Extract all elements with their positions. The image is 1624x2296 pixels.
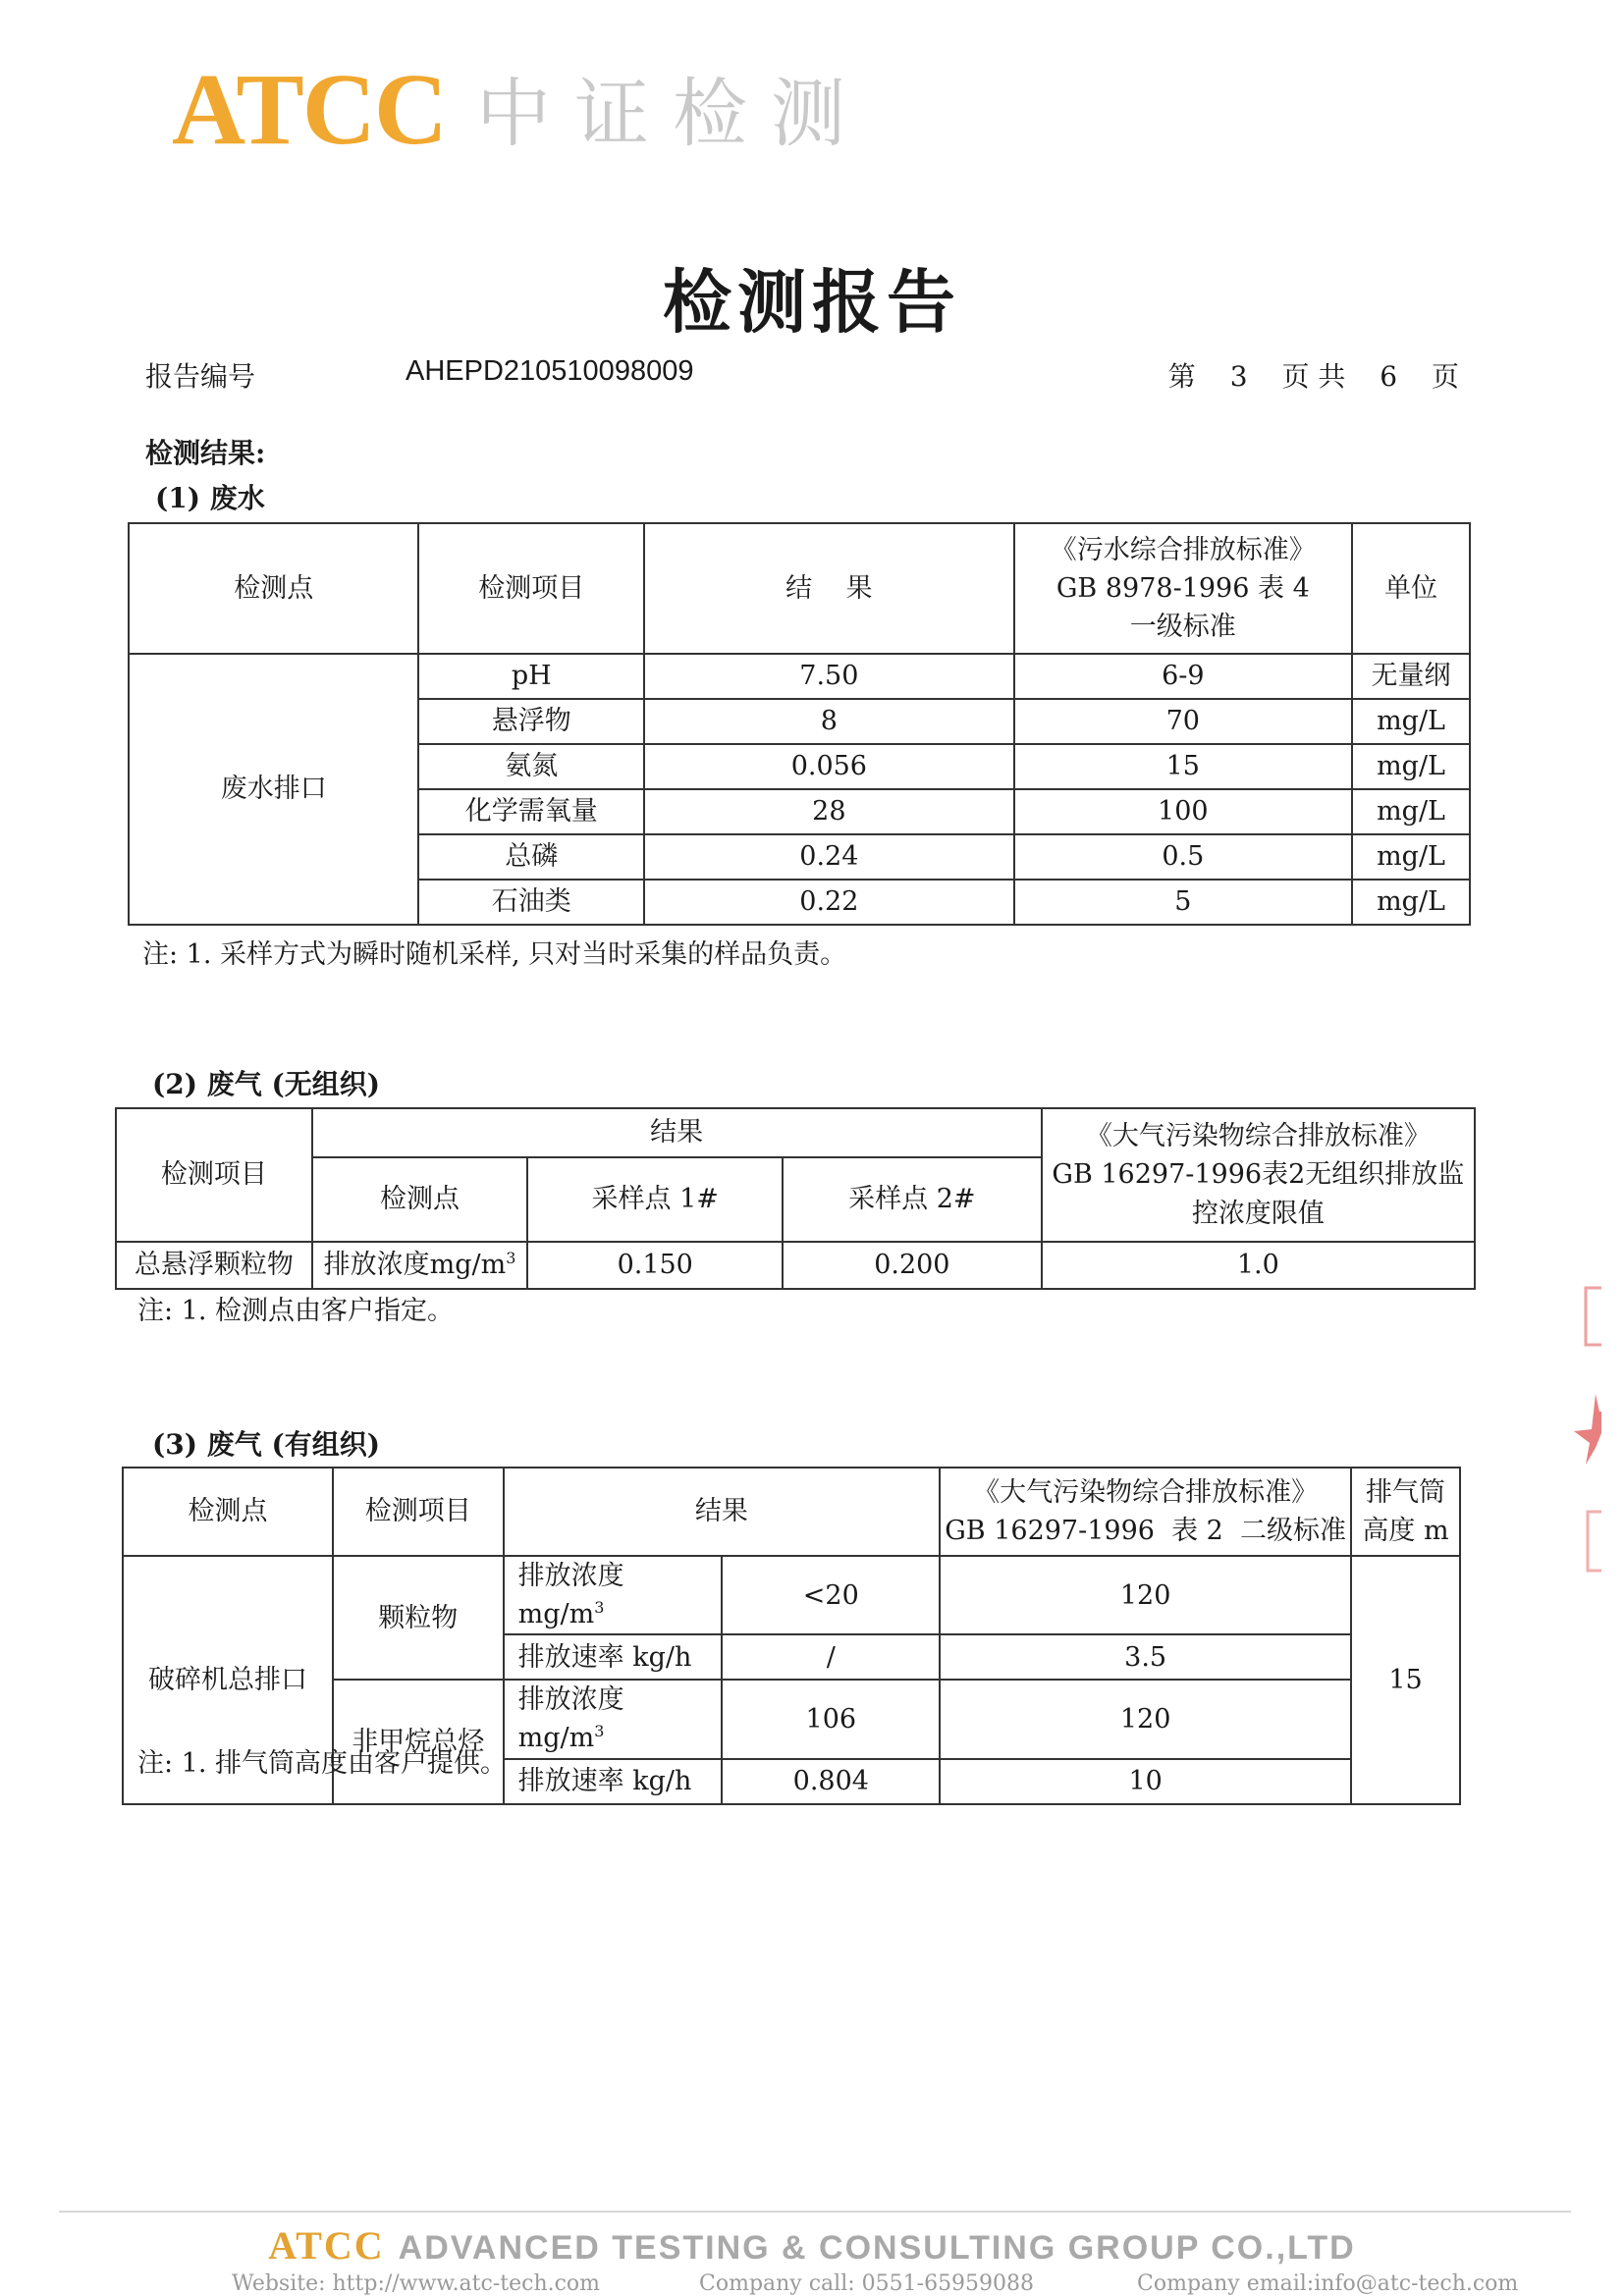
header-result: 结果 [312, 1108, 1042, 1157]
footer-email: Company email:info@atc-tech.com [1137, 2271, 1519, 2296]
row-result: 8 [644, 699, 1013, 744]
fugitive-gas-table [115, 1107, 1476, 1290]
page-suffix: 页 [1431, 360, 1459, 393]
header-item: 检测项目 [418, 523, 644, 654]
wastewater-heading: (1) 废水 [155, 482, 265, 514]
header-sample-1: 采样点 1# [527, 1157, 783, 1242]
metric-text: 排放浓度mg/m [323, 1250, 507, 1281]
row-result: 106 [722, 1680, 940, 1758]
stack-line-1: 排气筒 [1366, 1476, 1446, 1508]
group-item: 非甲烷总烃 [333, 1680, 504, 1803]
row-unit: mg/L [1352, 880, 1470, 925]
row-limit: 1.0 [1042, 1242, 1475, 1289]
organized-header-row [123, 1468, 1460, 1556]
document-title: 检测报告 [663, 262, 961, 343]
header-result: 结果 [504, 1468, 941, 1556]
row-unit: mg/L [1352, 789, 1470, 834]
stack-line-2: 高度 m [1362, 1516, 1449, 1546]
report-number: AHEPD210510098009 [406, 355, 694, 387]
wastewater-header-row [129, 523, 1470, 654]
row-result: <20 [722, 1556, 940, 1634]
header-standard [940, 1468, 1351, 1556]
page-indicator [1143, 355, 1459, 395]
footer-company-name: ADVANCED TESTING & CONSULTING GROUP CO.,LTD [398, 2229, 1356, 2267]
organized-gas-note: 注: 1. 排气筒高度由客户提供。 [137, 1748, 508, 1779]
header-unit: 单位 [1352, 523, 1470, 654]
header-item: 检测项目 [333, 1468, 504, 1556]
row-limit: 15 [1014, 744, 1352, 789]
wastewater-table [128, 522, 1471, 926]
metric-text: 排放速率 kg/h [517, 1641, 692, 1673]
row-limit: 10 [940, 1759, 1351, 1804]
row-item: 总磷 [418, 834, 644, 880]
row-metric [504, 1556, 723, 1634]
atcc-logo: ATCC [172, 53, 446, 166]
header-standard [1014, 523, 1352, 654]
row-limit: 120 [940, 1680, 1351, 1758]
footer-brand [0, 2222, 1624, 2269]
row-limit: 0.5 [1014, 834, 1352, 880]
row-metric [504, 1759, 723, 1804]
row-result: / [722, 1634, 940, 1680]
fugitive-gas-heading: (2) 废气 (无组织) [152, 1068, 380, 1100]
standard-line-1: 《大气污染物综合排放标准》 [973, 1476, 1319, 1508]
row-metric [504, 1680, 723, 1758]
row-result: 7.50 [644, 654, 1013, 699]
fugitive-header-row-1 [116, 1108, 1475, 1157]
row-limit: 6-9 [1014, 654, 1352, 699]
standard-line-3: 一级标准 [1129, 612, 1236, 643]
header-point: 检测点 [123, 1468, 333, 1556]
footer-website: Website: http://www.atc-tech.com [232, 2271, 601, 2296]
report-number-label: 报告编号 [145, 360, 256, 393]
page-prefix: 第 [1167, 360, 1196, 393]
table-row [123, 1556, 1460, 1634]
row-result: 0.056 [644, 744, 1013, 789]
row-result: 28 [644, 789, 1013, 834]
page-total: 6 [1380, 360, 1398, 393]
standard-line-2: GB 8978-1996 表 4 [1056, 572, 1310, 604]
header-standard [1042, 1108, 1475, 1242]
footer-logo: ATCC [268, 2223, 385, 2268]
standard-line-1: 《污水综合排放标准》 [1050, 534, 1316, 565]
seal-stamp-icon [1566, 1286, 1601, 1580]
organized-gas-heading: (3) 废气 (有组织) [152, 1428, 380, 1461]
row-limit: 3.5 [940, 1634, 1351, 1680]
logo-chinese-name: 中证检测 [476, 70, 869, 157]
results-heading: 检测结果: [145, 437, 266, 469]
row-item: 总悬浮颗粒物 [116, 1242, 312, 1289]
table-row [116, 1242, 1475, 1289]
row-sample-2: 0.200 [783, 1242, 1042, 1289]
header-point: 检测点 [312, 1157, 528, 1242]
row-item: 石油类 [418, 880, 644, 925]
row-item: 氨氮 [418, 744, 644, 789]
table-row [129, 654, 1470, 699]
row-limit: 100 [1014, 789, 1352, 834]
row-metric [312, 1242, 528, 1289]
metric-text: 排放速率 kg/h [517, 1765, 692, 1796]
row-result: 0.24 [644, 834, 1013, 880]
page-current: 3 [1229, 360, 1248, 393]
row-limit: 70 [1014, 699, 1352, 744]
footer-phone: Company call: 0551-65959088 [699, 2271, 1035, 2296]
wastewater-note: 注: 1. 采样方式为瞬时随机采样, 只对当时采集的样品负责。 [142, 939, 847, 970]
header-point: 检测点 [129, 523, 418, 654]
row-unit: mg/L [1352, 699, 1470, 744]
row-sample-1: 0.150 [527, 1242, 783, 1289]
organized-point: 破碎机总排口 [123, 1556, 333, 1804]
row-result: 0.804 [722, 1759, 940, 1804]
metric-text: 排放浓度 mg/m [517, 1684, 624, 1754]
row-unit: mg/L [1352, 834, 1470, 880]
header-stack-height [1351, 1468, 1460, 1556]
header-sample-2: 采样点 2# [783, 1157, 1042, 1242]
row-limit: 5 [1014, 880, 1352, 925]
metric-text: 排放浓度 mg/m [517, 1561, 624, 1630]
footer-divider [59, 2211, 1571, 2213]
fugitive-gas-note: 注: 1. 检测点由客户指定。 [137, 1296, 455, 1326]
standard-line-1: 《大气污染物综合排放标准》 [1085, 1121, 1431, 1152]
metric-superscript: 3 [594, 1598, 605, 1618]
row-limit: 120 [940, 1556, 1351, 1634]
page-mid: 页 共 [1281, 360, 1346, 393]
row-item: 化学需氧量 [418, 789, 644, 834]
group-item: 颗粒物 [333, 1556, 504, 1680]
standard-line-3: 控浓度限值 [1191, 1198, 1325, 1229]
header-item: 检测项目 [116, 1108, 312, 1242]
row-unit: mg/L [1352, 744, 1470, 789]
standard-line-2: GB 16297-1996表2无组织排放监 [1052, 1159, 1465, 1191]
metric-superscript: 3 [506, 1249, 516, 1268]
row-unit: 无量纲 [1352, 654, 1470, 699]
row-metric [504, 1634, 723, 1680]
row-item: 悬浮物 [418, 699, 644, 744]
stack-height-value: 15 [1351, 1556, 1460, 1804]
metric-superscript: 3 [594, 1722, 605, 1741]
header-result: 结 果 [644, 523, 1013, 654]
row-item: pH [418, 654, 644, 699]
standard-line-2: GB 16297-1996 表 2 二级标准 [945, 1516, 1347, 1546]
row-result: 0.22 [644, 880, 1013, 925]
wastewater-point: 废水排口 [129, 654, 418, 925]
